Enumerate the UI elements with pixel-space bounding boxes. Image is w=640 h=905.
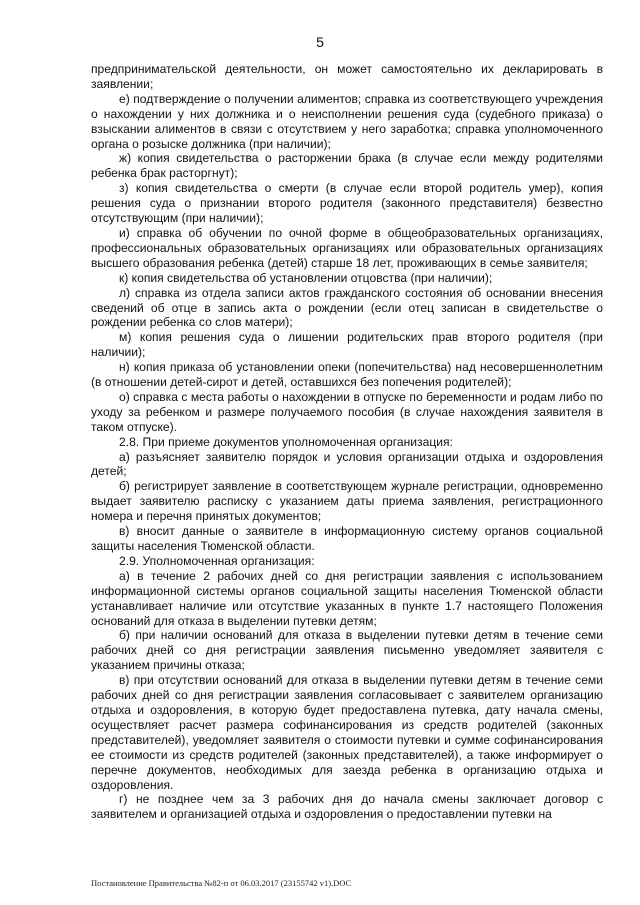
document-paragraph: предпринимательской деятельности, он может самостоятельно их декларировать в заявлении;: [91, 62, 603, 91]
document-paragraph: м) копия решения суда о лишении родительских прав второго родителя (при наличии);: [91, 330, 603, 360]
document-paragraph: а) в течение 2 рабочих дней со дня регистрации заявления с использованием информационной системы органов социальной защиты населения Тюменской области устанавливает наличие или отсутствие указанных в пункте 1.7 настоящего Положения оснований для отказа в выделении путевки детям;: [91, 568, 603, 628]
document-paragraph: 2.8. При приеме документов уполномоченная организация:: [119, 434, 453, 449]
document-paragraph: в) при отсутствии оснований для отказа в выделении путевки детям в течение семи рабочих дней со дня регистрации заявления согласовывает с заявителем организацию отдыха и оздоровления, в которую будет предоставлена путевка, дату начала смены, осуществляет расчет размера софинансирования из средств родителей (законных представителей), уведомляет заявителя о стоимости путевки и сумме софинансирования ее стоимости из средств родителей (законных представителей), а также информирует о перечне документов, необходимых для заезда ребенка в организацию отдыха и оздоровления.: [91, 673, 603, 792]
document-paragraph: к) копия свидетельства об установлении отцовства (при наличии);: [119, 270, 493, 285]
document-paragraph: б) регистрирует заявление в соответствующем журнале регистрации, одновременно выдает заявителю расписку с указанием даты приема заявления, регистрационного номера и перечня принятых документов;: [91, 479, 603, 524]
document-footer: Постановление Правительства №82-п от 06.03.2017 (23155742 v1).DOC: [91, 878, 352, 888]
document-paragraph: о) справка с места работы о нахождении в отпуске по беременности и родам либо по уходу за ребенком и размере получаемого пособия (в случае нахождения заявителя в таком отпуске).: [91, 389, 603, 434]
page-number: 5: [316, 34, 324, 50]
document-paragraph: б) при наличии оснований для отказа в выделении путевки детям в течение семи рабочих дней со дня регистрации заявления письменно уведомляет заявителя с указанием причины отказа;: [91, 628, 603, 673]
document-paragraph: н) копия приказа об установлении опеки (попечительства) над несовершеннолетним (в отношении детей-сирот и детей, оставшихся без попечения родителей);: [91, 360, 603, 390]
document-paragraph: з) копия свидетельства о смерти (в случае если второй родитель умер), копия решения суда о признании второго родителя (законного представителя) безвестно отсутствующим (при наличии);: [91, 181, 603, 226]
document-paragraph: г) не позднее чем за 3 рабочих дня до начала смены заключает договор с заявителем и организацией отдыха и оздоровления о предоставлении путевки на: [91, 792, 603, 822]
document-paragraph: е) подтверждение о получении алиментов; справка из соответствующего учреждения о нахождении у них должника и о неисполнении решения суда (судебного приказа) о взыскании алиментов в связи с отсутствием у него заработка; справка уполномоченного органа о розыске должника (при наличии);: [91, 91, 603, 151]
document-paragraph: 2.9. Уполномоченная организация:: [119, 553, 315, 568]
document-paragraph: и) справка об обучении по очной форме в общеобразовательных организациях, профессиональных образовательных организациях или образовательных организациях высшего образования ребенка (детей) старше 18 лет, проживающих в семье заявителя;: [91, 225, 603, 270]
document-paragraph: ж) копия свидетельства о расторжении брака (в случае если между родителями ребенка брак расторгнут);: [91, 151, 603, 181]
document-paragraph: а) разъясняет заявителю порядок и условия организации отдыха и оздоровления детей;: [91, 449, 603, 479]
document-paragraph: л) справка из отдела записи актов гражданского состояния об основании внесения сведений об отце в запись акта о рождении (если отец записан в свидетельстве о рождении ребенка со слов матери);: [91, 285, 603, 330]
document-body: [91, 62, 603, 822]
document-paragraph: в) вносит данные о заявителе в информационную систему органов социальной защиты населения Тюменской области.: [91, 524, 603, 553]
